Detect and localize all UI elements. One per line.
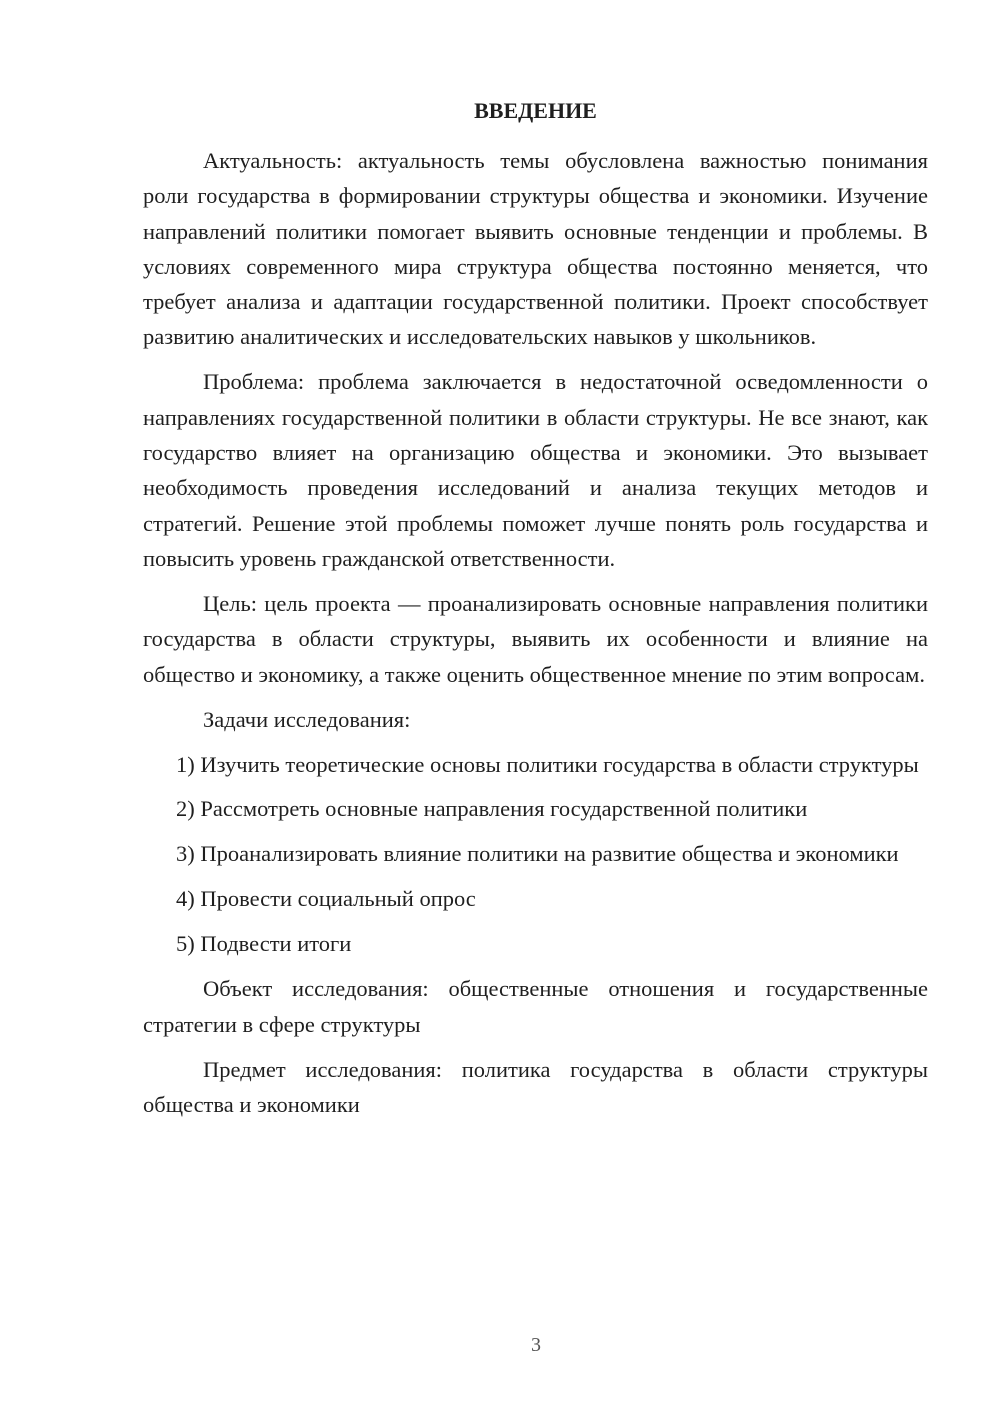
goal-paragraph: Цель: цель проекта — проанализировать основные направления политики государства в области структуры, выявить их особенности и влияние на общество и экономику, а также оценить общественное мнение по этим вопросам. bbox=[143, 590, 928, 687]
research-object-paragraph: Объект исследования: общественные отношения и государственные стратегии в сфере структуры bbox=[143, 976, 928, 1037]
relevance-paragraph: Актуальность: актуальность темы обусловлена важностью понимания роли государства в формировании структуры общества и экономики. Изучение направлений политики помогает выявить основные тенденции и проблемы. В условиях современного мира структура общества постоянно меняется, что требует анализа и адаптации государственной политики. Проект способствует развитию аналитических и исследовательских навыков у школьников. bbox=[143, 148, 928, 350]
research-subject-paragraph: Предмет исследования: политика государства в области структуры общества и экономики bbox=[143, 1056, 928, 1117]
task-item: 2) Рассмотреть основные направления государственной политики bbox=[176, 796, 808, 822]
page-number: 3 bbox=[531, 1334, 541, 1356]
task-item: 1) Изучить теоретические основы политики государства в области структуры bbox=[176, 751, 919, 777]
problem-paragraph: Проблема: проблема заключается в недостаточной осведомленности о направлениях государственной политики в области структуры. Не все знают, как государство влияет на организацию общества и экономики. Это вызывает необходимость проведения исследований и анализа текущих методов и стратегий. Решение этой проблемы поможет лучше понять роль государства и повысить уровень гражданской ответственности. bbox=[143, 369, 928, 571]
task-item: 4) Провести социальный опрос bbox=[176, 886, 476, 912]
task-item: 5) Подвести итоги bbox=[176, 931, 352, 957]
document-body bbox=[143, 143, 928, 1122]
tasks-heading: Задачи исследования: bbox=[203, 706, 411, 732]
page-title: ВВЕДЕНИЕ bbox=[474, 98, 597, 123]
task-item: 3) Проанализировать влияние политики на развитие общества и экономики bbox=[176, 841, 899, 867]
